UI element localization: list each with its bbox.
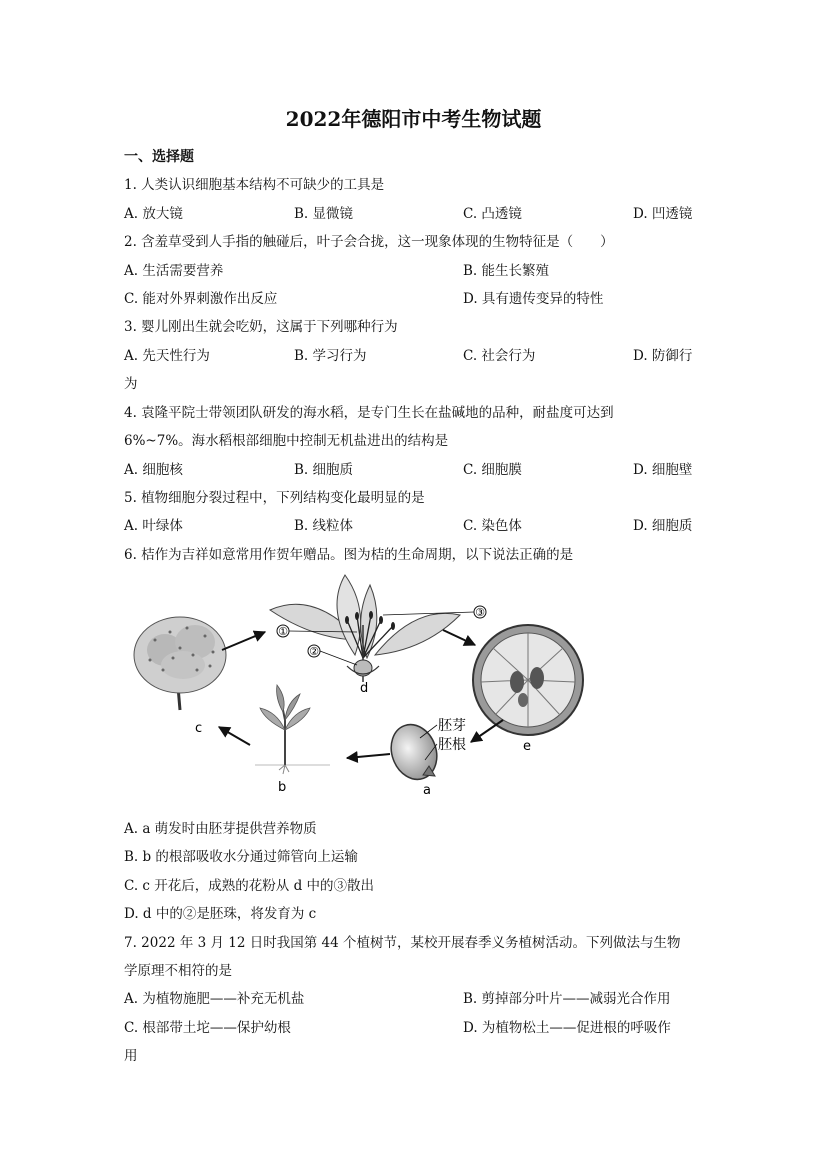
q6-option-a: A. a 萌发时由胚芽提供营养物质 xyxy=(124,821,317,837)
q1-option-c: C. 凸透镜 xyxy=(463,206,522,222)
q3-option-d-continued: 为 xyxy=(124,376,138,392)
label-b: b xyxy=(278,780,287,795)
q4-option-a: A. 细胞核 xyxy=(124,462,183,478)
q4-stem-line2: 6%~7%。海水稻根部细胞中控制无机盐进出的结构是 xyxy=(124,433,449,449)
q7-option-c: C. 根部带土坨——保护幼根 xyxy=(124,1020,291,1036)
q6-option-c: C. c 开花后，成熟的花粉从 d 中的③散出 xyxy=(124,878,375,894)
orange-life-cycle-figure xyxy=(125,570,705,800)
label-a: a xyxy=(423,783,431,798)
q7-option-d: D. 为植物松土——促进根的呼吸作 xyxy=(463,1020,671,1036)
label-1: ① xyxy=(278,625,288,638)
q7-option-d-continued: 用 xyxy=(124,1048,138,1064)
q3-option-d: D. 防御行 xyxy=(633,348,693,364)
q3-option-b: B. 学习行为 xyxy=(294,348,367,364)
q4-stem-line1: 4. 袁隆平院士带领团队研发的海水稻，是专门生长在盐碱地的品种，耐盐度可达到 xyxy=(124,405,614,421)
flower-illustration xyxy=(270,575,460,682)
q3-option-a: A. 先天性行为 xyxy=(124,348,210,364)
arrow-tree-to-flower xyxy=(222,632,265,650)
section-heading: 一、选择题 xyxy=(124,149,194,165)
q6-option-d: D. d 中的②是胚珠，将发育为 c xyxy=(124,906,317,922)
tree-illustration xyxy=(134,617,226,710)
q4-option-d: D. 细胞壁 xyxy=(633,462,693,478)
q5-option-d: D. 细胞质 xyxy=(633,518,693,534)
q2-option-d: D. 具有遗传变异的特性 xyxy=(463,291,604,307)
arrow-seedling-to-tree xyxy=(219,727,250,745)
q5-option-a: A. 叶绿体 xyxy=(124,518,183,534)
q7-option-a: A. 为植物施肥——补充无机盐 xyxy=(124,991,305,1007)
q6-option-b: B. b 的根部吸收水分通过筛管向上运输 xyxy=(124,849,358,865)
q2-option-b: B. 能生长繁殖 xyxy=(463,263,550,279)
q2-stem: 2. 含羞草受到人手指的触碰后，叶子会合拢，这一现象体现的生物特征是（ ） xyxy=(124,234,614,250)
arrow-flower-to-fruit xyxy=(443,630,475,645)
q4-option-b: B. 细胞质 xyxy=(294,462,354,478)
label-plumule: 胚芽 xyxy=(438,718,466,734)
label-d: d xyxy=(360,681,369,696)
q1-stem: 1. 人类认识细胞基本结构不可缺少的工具是 xyxy=(124,177,385,193)
label-c: c xyxy=(195,721,203,736)
q5-option-c: C. 染色体 xyxy=(463,518,522,534)
q1-option-a: A. 放大镜 xyxy=(124,206,183,222)
fruit-cross-section xyxy=(473,625,583,735)
q5-option-b: B. 线粒体 xyxy=(294,518,354,534)
q2-option-c: C. 能对外界刺激作出反应 xyxy=(124,291,278,307)
page-title: 2022年德阳市中考生物试题 xyxy=(285,107,542,131)
arrow-seed-to-seedling xyxy=(347,754,390,758)
q4-option-c: C. 细胞膜 xyxy=(463,462,522,478)
seedling-illustration xyxy=(255,685,330,774)
q2-option-a: A. 生活需要营养 xyxy=(124,263,224,279)
label-3: ③ xyxy=(475,606,485,619)
q7-option-b: B. 剪掉部分叶片——减弱光合作用 xyxy=(463,991,671,1007)
q3-stem: 3. 婴儿刚出生就会吃奶，这属于下列哪种行为 xyxy=(124,319,398,335)
seed-illustration xyxy=(384,718,444,786)
q5-stem: 5. 植物细胞分裂过程中，下列结构变化最明显的是 xyxy=(124,490,425,506)
q7-stem-line1: 7. 2022 年 3 月 12 日时我国第 44 个植树节，某校开展春季义务植树活动。下列做法与生物 xyxy=(124,935,681,951)
arrow-fruit-to-seed xyxy=(471,720,503,742)
q1-option-d: D. 凹透镜 xyxy=(633,206,693,222)
q1-option-b: B. 显微镜 xyxy=(294,206,354,222)
label-e: e xyxy=(523,739,531,754)
q3-option-c: C. 社会行为 xyxy=(463,348,536,364)
q6-stem: 6. 桔作为吉祥如意常用作贺年赠品。图为桔的生命周期，以下说法正确的是 xyxy=(124,547,574,563)
q7-stem-line2: 学原理不相符的是 xyxy=(124,963,232,979)
label-radicle: 胚根 xyxy=(438,737,466,753)
label-2: ② xyxy=(309,645,319,658)
